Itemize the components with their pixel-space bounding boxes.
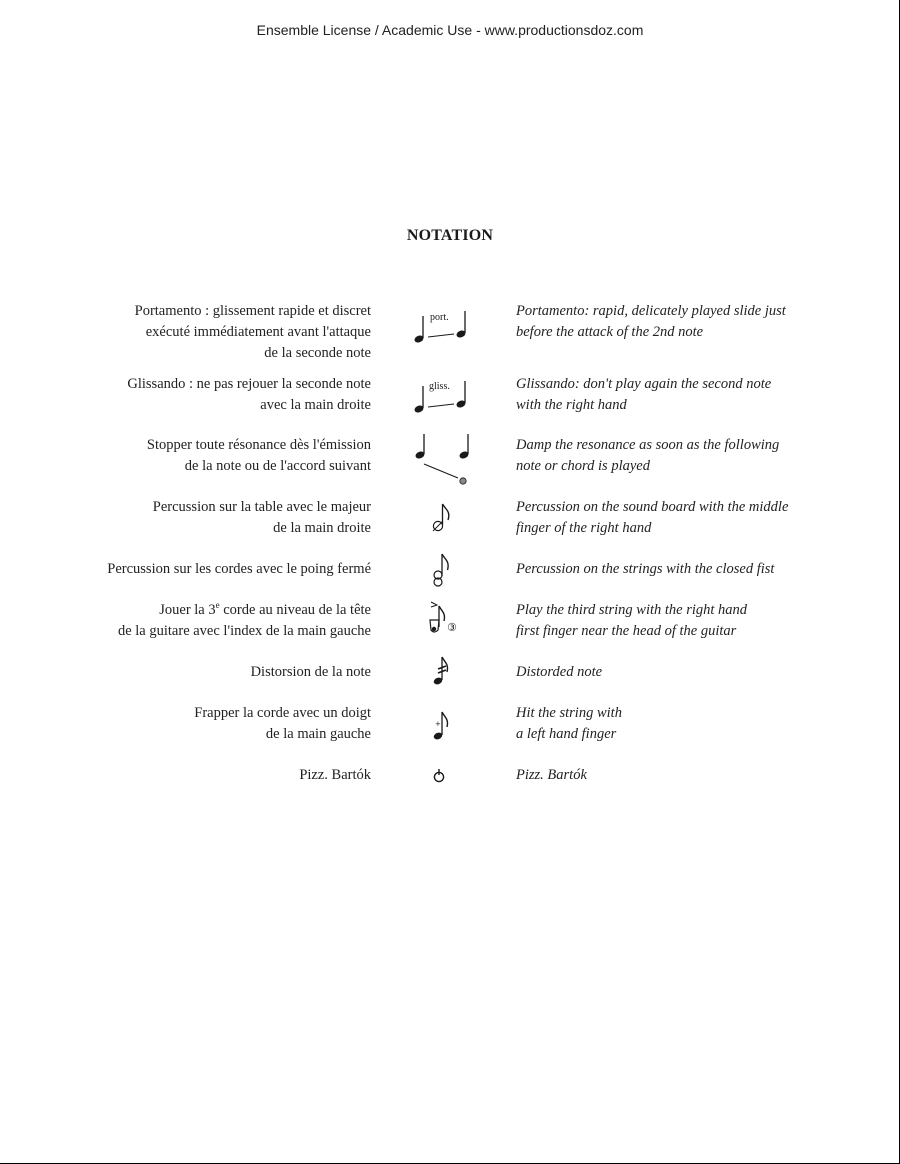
french-description: Percussion sur la table avec le majeur de la main droite <box>152 499 371 536</box>
english-description: Damp the resonance as soon as the following note or chord is played <box>516 437 780 474</box>
french-description: Portamento : glissement rapide et discret exécuté immédiatement avant l'attaque de la seconde note <box>134 303 371 361</box>
french-description: Pizz. Bartók <box>299 767 371 783</box>
damp-resonance-icon <box>412 433 474 491</box>
distorted-note-icon <box>430 654 456 688</box>
english-description: Play the third string with the right hand first finger near the head of the guitar <box>516 602 748 639</box>
portamento-icon <box>408 306 474 348</box>
english-description: Pizz. Bartók <box>516 767 587 783</box>
english-description: Portamento: rapid, delicately played slide just before the attack of the 2nd note <box>516 303 786 340</box>
string-number-label: ③ <box>447 621 457 634</box>
french-description: Percussion sur les cordes avec le poing fermé <box>107 561 371 577</box>
english-description: Glissando: don't play again the second note with the right hand <box>516 376 772 413</box>
soundboard-percussion-icon <box>428 501 458 537</box>
portamento-label: port. <box>430 312 449 323</box>
english-description: Hit the string with a left hand finger <box>516 705 622 742</box>
left-hand-hit-icon <box>430 709 456 743</box>
page-title: NOTATION <box>406 227 494 244</box>
french-description: Distorsion de la note <box>250 664 371 680</box>
french-description: Glissando : ne pas rejouer la seconde note avec la main droite <box>127 376 371 413</box>
glissando-icon <box>408 377 474 417</box>
svg-text:+: + <box>435 720 441 728</box>
english-description: Distorded note <box>516 664 603 680</box>
fist-percussion-icon <box>428 550 458 590</box>
french-description: Frapper la corde avec un doigt de la main gauche <box>194 705 371 742</box>
glissando-label: gliss. <box>429 381 450 392</box>
english-description: Percussion on the sound board with the middle finger of the right hand <box>516 499 789 536</box>
french-description: Jouer la 3e corde au niveau de la tête de la guitare avec l'index de la main gauche <box>117 600 371 639</box>
third-string-head-icon <box>423 598 465 642</box>
bartok-pizz-icon <box>430 767 448 785</box>
page-header: Ensemble License / Academic Use - www.productionsdoz.com <box>256 22 644 38</box>
french-description: Stopper toute résonance dès l'émission de la note ou de l'accord suivant <box>146 437 371 474</box>
english-description: Percussion on the strings with the closed fist <box>516 561 775 577</box>
